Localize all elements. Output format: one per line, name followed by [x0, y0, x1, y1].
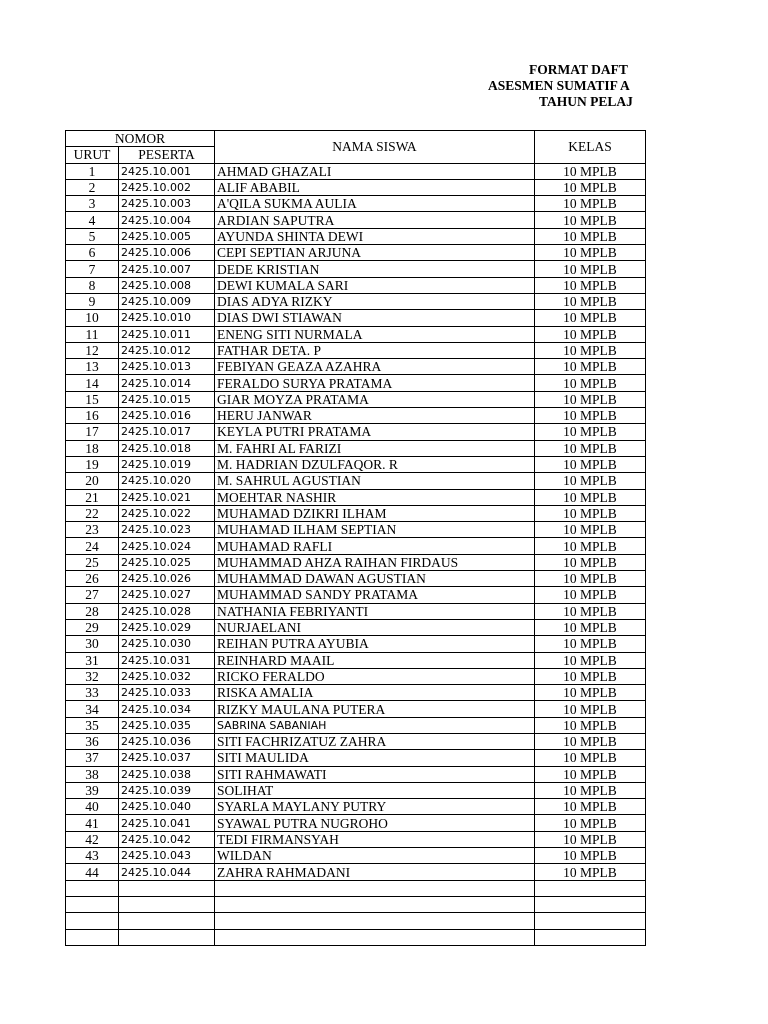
- class-name: 10 MPLB: [535, 489, 646, 505]
- student-name: SOLIHAT: [215, 782, 535, 798]
- header-peserta: PESERTA: [119, 147, 215, 163]
- row-number: 32: [66, 668, 119, 684]
- participant-number: 2425.10.007: [119, 261, 215, 277]
- row-number: 10: [66, 310, 119, 326]
- participant-number: 2425.10.039: [119, 782, 215, 798]
- row-number: 44: [66, 864, 119, 880]
- row-number: 43: [66, 848, 119, 864]
- participant-number: 2425.10.012: [119, 342, 215, 358]
- table-row: [66, 652, 646, 668]
- student-name: MUHAMAD ILHAM SEPTIAN: [215, 522, 535, 538]
- participant-number: 2425.10.016: [119, 408, 215, 424]
- student-name: NURJAELANI: [215, 619, 535, 635]
- row-number: 18: [66, 440, 119, 456]
- participant-number: 2425.10.036: [119, 733, 215, 749]
- empty-cell: [66, 929, 119, 945]
- row-number: 5: [66, 228, 119, 244]
- row-number: 7: [66, 261, 119, 277]
- class-name: 10 MPLB: [535, 782, 646, 798]
- table-row: [66, 375, 646, 391]
- header-nomor: NOMOR: [66, 131, 215, 147]
- row-number: 27: [66, 587, 119, 603]
- class-name: 10 MPLB: [535, 424, 646, 440]
- class-name: 10 MPLB: [535, 212, 646, 228]
- table-row: [66, 505, 646, 521]
- class-name: 10 MPLB: [535, 473, 646, 489]
- class-name: 10 MPLB: [535, 310, 646, 326]
- row-number: 35: [66, 717, 119, 733]
- participant-number: 2425.10.044: [119, 864, 215, 880]
- participant-number: 2425.10.042: [119, 831, 215, 847]
- empty-cell: [66, 913, 119, 929]
- student-name: ARDIAN SAPUTRA: [215, 212, 535, 228]
- empty-cell: [66, 880, 119, 896]
- table-row: [66, 277, 646, 293]
- participant-number: 2425.10.030: [119, 636, 215, 652]
- row-number: 23: [66, 522, 119, 538]
- table-row: [66, 668, 646, 684]
- participant-number: 2425.10.037: [119, 750, 215, 766]
- participant-number: 2425.10.014: [119, 375, 215, 391]
- table-row: [66, 538, 646, 554]
- participant-number: 2425.10.043: [119, 848, 215, 864]
- student-name: WILDAN: [215, 848, 535, 864]
- row-number: 25: [66, 554, 119, 570]
- student-roster-table: [65, 130, 646, 946]
- table-row: [66, 456, 646, 472]
- class-name: 10 MPLB: [535, 196, 646, 212]
- empty-row: [66, 880, 646, 896]
- empty-cell: [535, 880, 646, 896]
- row-number: 20: [66, 473, 119, 489]
- row-number: 8: [66, 277, 119, 293]
- student-name: ALIF ABABIL: [215, 179, 535, 195]
- row-number: 38: [66, 766, 119, 782]
- header-kelas: KELAS: [535, 131, 646, 164]
- student-name: A'QILA SUKMA AULIA: [215, 196, 535, 212]
- row-number: 11: [66, 326, 119, 342]
- class-name: 10 MPLB: [535, 848, 646, 864]
- row-number: 21: [66, 489, 119, 505]
- title-line-2: ASESMEN SUMATIF A: [488, 78, 630, 93]
- empty-cell: [215, 896, 535, 912]
- row-number: 42: [66, 831, 119, 847]
- participant-number: 2425.10.001: [119, 163, 215, 179]
- table-row: [66, 733, 646, 749]
- table-row: [66, 750, 646, 766]
- title-line-1: FORMAT DAFT: [529, 62, 628, 77]
- row-number: 13: [66, 359, 119, 375]
- table-row: [66, 261, 646, 277]
- class-name: 10 MPLB: [535, 538, 646, 554]
- student-name: SITI RAHMAWATI: [215, 766, 535, 782]
- class-name: 10 MPLB: [535, 375, 646, 391]
- class-name: 10 MPLB: [535, 277, 646, 293]
- class-name: 10 MPLB: [535, 163, 646, 179]
- table-row: [66, 163, 646, 179]
- class-name: 10 MPLB: [535, 831, 646, 847]
- empty-cell: [215, 929, 535, 945]
- student-name: SYAWAL PUTRA NUGROHO: [215, 815, 535, 831]
- participant-number: 2425.10.038: [119, 766, 215, 782]
- table-row: [66, 359, 646, 375]
- table-row: [66, 864, 646, 880]
- empty-cell: [535, 896, 646, 912]
- student-name: SABRINA SABANIAH: [215, 717, 535, 733]
- participant-number: 2425.10.022: [119, 505, 215, 521]
- empty-cell: [119, 896, 215, 912]
- table-row: [66, 603, 646, 619]
- participant-number: 2425.10.006: [119, 245, 215, 261]
- table-row: [66, 196, 646, 212]
- table-row: [66, 766, 646, 782]
- class-name: 10 MPLB: [535, 619, 646, 635]
- participant-number: 2425.10.020: [119, 473, 215, 489]
- participant-number: 2425.10.023: [119, 522, 215, 538]
- table-row: [66, 473, 646, 489]
- class-name: 10 MPLB: [535, 554, 646, 570]
- class-name: 10 MPLB: [535, 359, 646, 375]
- class-name: 10 MPLB: [535, 391, 646, 407]
- class-name: 10 MPLB: [535, 733, 646, 749]
- class-name: 10 MPLB: [535, 717, 646, 733]
- participant-number: 2425.10.032: [119, 668, 215, 684]
- table-row: [66, 522, 646, 538]
- row-number: 28: [66, 603, 119, 619]
- participant-number: 2425.10.021: [119, 489, 215, 505]
- row-number: 9: [66, 293, 119, 309]
- row-number: 26: [66, 571, 119, 587]
- table-row: [66, 391, 646, 407]
- student-name: KEYLA PUTRI PRATAMA: [215, 424, 535, 440]
- class-name: 10 MPLB: [535, 799, 646, 815]
- row-number: 36: [66, 733, 119, 749]
- class-name: 10 MPLB: [535, 245, 646, 261]
- student-name: CEPI SEPTIAN ARJUNA: [215, 245, 535, 261]
- participant-number: 2425.10.040: [119, 799, 215, 815]
- class-name: 10 MPLB: [535, 636, 646, 652]
- participant-number: 2425.10.004: [119, 212, 215, 228]
- class-name: 10 MPLB: [535, 179, 646, 195]
- student-name: GIAR MOYZA PRATAMA: [215, 391, 535, 407]
- row-number: 14: [66, 375, 119, 391]
- row-number: 39: [66, 782, 119, 798]
- table-header-row: [66, 131, 646, 147]
- class-name: 10 MPLB: [535, 326, 646, 342]
- participant-number: 2425.10.003: [119, 196, 215, 212]
- row-number: 2: [66, 179, 119, 195]
- student-name: REIHAN PUTRA AYUBIA: [215, 636, 535, 652]
- empty-cell: [119, 880, 215, 896]
- student-name: FERALDO SURYA PRATAMA: [215, 375, 535, 391]
- table-row: [66, 326, 646, 342]
- table-row: [66, 831, 646, 847]
- class-name: 10 MPLB: [535, 652, 646, 668]
- student-name: MOEHTAR NASHIR: [215, 489, 535, 505]
- student-name: RICKO FERALDO: [215, 668, 535, 684]
- table-row: [66, 212, 646, 228]
- row-number: 24: [66, 538, 119, 554]
- empty-cell: [119, 913, 215, 929]
- class-name: 10 MPLB: [535, 685, 646, 701]
- row-number: 4: [66, 212, 119, 228]
- table-row: [66, 717, 646, 733]
- participant-number: 2425.10.033: [119, 685, 215, 701]
- student-name: AYUNDA SHINTA DEWI: [215, 228, 535, 244]
- empty-row: [66, 913, 646, 929]
- row-number: 33: [66, 685, 119, 701]
- class-name: 10 MPLB: [535, 261, 646, 277]
- table-row: [66, 685, 646, 701]
- table-row: [66, 848, 646, 864]
- row-number: 34: [66, 701, 119, 717]
- class-name: 10 MPLB: [535, 587, 646, 603]
- student-name: MUHAMMAD SANDY PRATAMA: [215, 587, 535, 603]
- student-name: MUHAMAD DZIKRI ILHAM: [215, 505, 535, 521]
- class-name: 10 MPLB: [535, 750, 646, 766]
- empty-cell: [119, 929, 215, 945]
- student-name: HERU JANWAR: [215, 408, 535, 424]
- table-row: [66, 815, 646, 831]
- student-name: SYARLA MAYLANY PUTRY: [215, 799, 535, 815]
- student-name: AHMAD GHAZALI: [215, 163, 535, 179]
- table-row: [66, 293, 646, 309]
- participant-number: 2425.10.002: [119, 179, 215, 195]
- table-row: [66, 342, 646, 358]
- table-row: [66, 799, 646, 815]
- participant-number: 2425.10.013: [119, 359, 215, 375]
- participant-number: 2425.10.028: [119, 603, 215, 619]
- class-name: 10 MPLB: [535, 815, 646, 831]
- row-number: 16: [66, 408, 119, 424]
- participant-number: 2425.10.009: [119, 293, 215, 309]
- row-number: 19: [66, 456, 119, 472]
- student-name: RISKA AMALIA: [215, 685, 535, 701]
- empty-row: [66, 896, 646, 912]
- class-name: 10 MPLB: [535, 603, 646, 619]
- participant-number: 2425.10.018: [119, 440, 215, 456]
- table-row: [66, 587, 646, 603]
- class-name: 10 MPLB: [535, 408, 646, 424]
- student-name: DIAS DWI STIAWAN: [215, 310, 535, 326]
- class-name: 10 MPLB: [535, 342, 646, 358]
- student-name: M. SAHRUL AGUSTIAN: [215, 473, 535, 489]
- table-row: [66, 440, 646, 456]
- header-urut: URUT: [66, 147, 119, 163]
- participant-number: 2425.10.025: [119, 554, 215, 570]
- student-name: REINHARD MAAIL: [215, 652, 535, 668]
- class-name: 10 MPLB: [535, 522, 646, 538]
- table-row: [66, 636, 646, 652]
- student-name: SITI MAULIDA: [215, 750, 535, 766]
- participant-number: 2425.10.027: [119, 587, 215, 603]
- document-title: [0, 62, 645, 110]
- row-number: 40: [66, 799, 119, 815]
- table-row: [66, 424, 646, 440]
- class-name: 10 MPLB: [535, 766, 646, 782]
- participant-number: 2425.10.035: [119, 717, 215, 733]
- participant-number: 2425.10.041: [119, 815, 215, 831]
- empty-cell: [66, 896, 119, 912]
- empty-cell: [215, 913, 535, 929]
- table-row: [66, 310, 646, 326]
- row-number: 31: [66, 652, 119, 668]
- empty-cell: [535, 929, 646, 945]
- participant-number: 2425.10.029: [119, 619, 215, 635]
- row-number: 17: [66, 424, 119, 440]
- participant-number: 2425.10.019: [119, 456, 215, 472]
- class-name: 10 MPLB: [535, 668, 646, 684]
- table-row: [66, 782, 646, 798]
- class-name: 10 MPLB: [535, 571, 646, 587]
- student-name: DEWI KUMALA SARI: [215, 277, 535, 293]
- student-name: FATHAR DETA. P: [215, 342, 535, 358]
- empty-cell: [535, 913, 646, 929]
- participant-number: 2425.10.008: [119, 277, 215, 293]
- participant-number: 2425.10.024: [119, 538, 215, 554]
- row-number: 15: [66, 391, 119, 407]
- student-name: MUHAMMAD AHZA RAIHAN FIRDAUS: [215, 554, 535, 570]
- participant-number: 2425.10.010: [119, 310, 215, 326]
- participant-number: 2425.10.026: [119, 571, 215, 587]
- table-row: [66, 554, 646, 570]
- class-name: 10 MPLB: [535, 440, 646, 456]
- row-number: 3: [66, 196, 119, 212]
- table-row: [66, 701, 646, 717]
- header-nama-siswa: NAMA SISWA: [215, 131, 535, 164]
- table-row: [66, 619, 646, 635]
- table-row: [66, 489, 646, 505]
- class-name: 10 MPLB: [535, 701, 646, 717]
- row-number: 37: [66, 750, 119, 766]
- student-name: MUHAMAD RAFLI: [215, 538, 535, 554]
- row-number: 22: [66, 505, 119, 521]
- participant-number: 2425.10.005: [119, 228, 215, 244]
- student-name: ZAHRA RAHMADANI: [215, 864, 535, 880]
- student-name: DIAS ADYA RIZKY: [215, 293, 535, 309]
- row-number: 41: [66, 815, 119, 831]
- class-name: 10 MPLB: [535, 228, 646, 244]
- class-name: 10 MPLB: [535, 293, 646, 309]
- row-number: 12: [66, 342, 119, 358]
- empty-cell: [215, 880, 535, 896]
- student-name: M. FAHRI AL FARIZI: [215, 440, 535, 456]
- class-name: 10 MPLB: [535, 864, 646, 880]
- participant-number: 2425.10.034: [119, 701, 215, 717]
- row-number: 1: [66, 163, 119, 179]
- student-name: ENENG SITI NURMALA: [215, 326, 535, 342]
- table-row: [66, 228, 646, 244]
- empty-row: [66, 929, 646, 945]
- student-name: M. HADRIAN DZULFAQOR. R: [215, 456, 535, 472]
- participant-number: 2425.10.011: [119, 326, 215, 342]
- row-number: 29: [66, 619, 119, 635]
- student-name: MUHAMMAD DAWAN AGUSTIAN: [215, 571, 535, 587]
- student-name: SITI FACHRIZATUZ ZAHRA: [215, 733, 535, 749]
- table-row: [66, 179, 646, 195]
- student-name: FEBIYAN GEAZA AZAHRA: [215, 359, 535, 375]
- table-row: [66, 571, 646, 587]
- class-name: 10 MPLB: [535, 456, 646, 472]
- participant-number: 2425.10.015: [119, 391, 215, 407]
- table-row: [66, 245, 646, 261]
- student-name: TEDI FIRMANSYAH: [215, 831, 535, 847]
- student-name: NATHANIA FEBRIYANTI: [215, 603, 535, 619]
- student-name: RIZKY MAULANA PUTERA: [215, 701, 535, 717]
- row-number: 30: [66, 636, 119, 652]
- student-name: DEDE KRISTIAN: [215, 261, 535, 277]
- table-body: [66, 163, 646, 945]
- participant-number: 2425.10.017: [119, 424, 215, 440]
- table-row: [66, 408, 646, 424]
- class-name: 10 MPLB: [535, 505, 646, 521]
- row-number: 6: [66, 245, 119, 261]
- title-line-3: TAHUN PELAJ: [539, 94, 633, 109]
- participant-number: 2425.10.031: [119, 652, 215, 668]
